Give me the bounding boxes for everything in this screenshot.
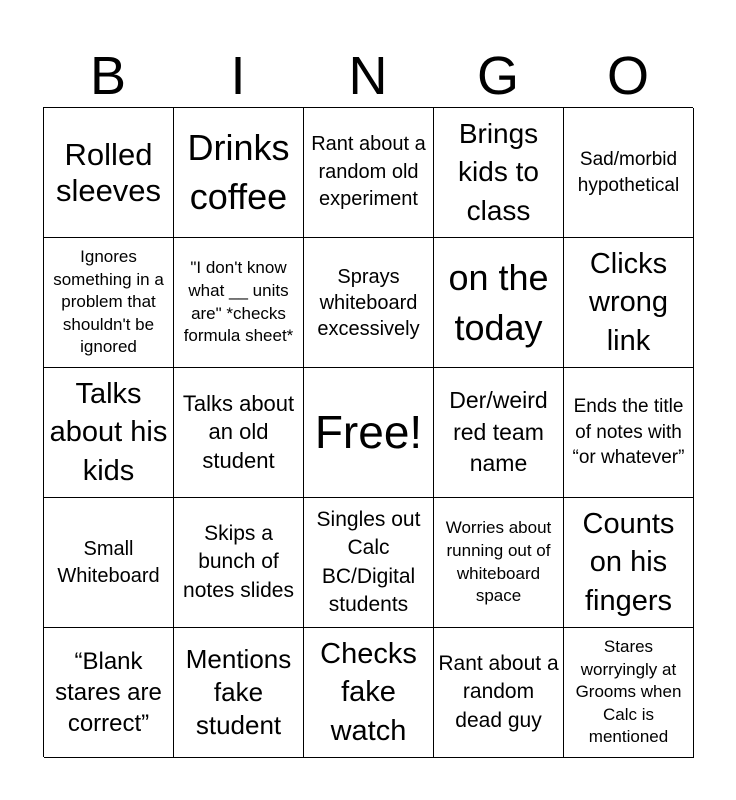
- header-letter-o: O: [606, 46, 649, 106]
- cell-text: Stares worryingly at Grooms when Calc is mentioned: [575, 636, 682, 747]
- bingo-cell[interactable]: [174, 368, 304, 498]
- bingo-header: [43, 44, 693, 108]
- bingo-cell[interactable]: [44, 108, 174, 238]
- cell-text: Checks fake watch: [320, 637, 417, 747]
- cell-text: Rant about a random old experiment: [311, 133, 426, 211]
- bingo-cell[interactable]: [44, 628, 174, 758]
- bingo-cell[interactable]: [564, 238, 694, 368]
- cell-text: Counts on his fingers: [582, 507, 675, 617]
- cell-text: Sad/morbid hypothetical: [577, 148, 680, 196]
- bingo-cell[interactable]: [304, 108, 434, 238]
- bingo-cell[interactable]: [44, 498, 174, 628]
- cell-text: Talks about his kids: [49, 377, 168, 487]
- cell-text: on the today: [448, 256, 549, 348]
- bingo-cell[interactable]: [174, 628, 304, 758]
- bingo-cell[interactable]: [434, 368, 564, 498]
- bingo-cell[interactable]: [304, 498, 434, 628]
- cell-text: Ignores something in a problem that shouldn't be ignored: [53, 246, 164, 357]
- cell-text: Rolled sleeves: [55, 136, 162, 208]
- cell-text: Drinks coffee: [187, 126, 290, 217]
- bingo-cell[interactable]: [564, 368, 694, 498]
- bingo-cell[interactable]: [434, 238, 564, 368]
- bingo-cell[interactable]: [564, 498, 694, 628]
- header-letter-n: N: [348, 46, 388, 106]
- cell-text: Talks about an old student: [182, 390, 295, 473]
- bingo-cell[interactable]: [44, 238, 174, 368]
- cell-text: “Blank stares are correct”: [55, 647, 162, 738]
- bingo-cell[interactable]: [304, 628, 434, 758]
- cell-text: Singles out Calc BC/Digital students: [316, 507, 421, 616]
- cell-text: Worries about running out of whiteboard space: [445, 518, 552, 606]
- bingo-board: [43, 107, 693, 757]
- bingo-cell[interactable]: [564, 108, 694, 238]
- cell-text: Ends the title of notes with “or whatever”: [572, 396, 685, 469]
- cell-text: Der/weird red team name: [449, 386, 548, 477]
- header-letter-g: G: [476, 46, 519, 106]
- bingo-cell[interactable]: [564, 628, 694, 758]
- bingo-cell[interactable]: [434, 498, 564, 628]
- cell-text: Rant about a random dead guy: [438, 651, 559, 732]
- free-space-text: Free!: [314, 405, 423, 458]
- cell-text: Clicks wrong link: [589, 247, 668, 357]
- bingo-cell[interactable]: [434, 108, 564, 238]
- cell-text: Mentions fake student: [185, 643, 292, 741]
- bingo-cell[interactable]: [434, 628, 564, 758]
- bingo-cell[interactable]: [44, 368, 174, 498]
- cell-text: Brings kids to class: [458, 117, 539, 226]
- cell-text: Small Whiteboard: [57, 537, 160, 587]
- cell-text: Skips a bunch of notes slides: [183, 521, 294, 602]
- bingo-cell-free[interactable]: [304, 368, 434, 498]
- cell-text: Sprays whiteboard excessively: [317, 265, 420, 340]
- header-letter-b: B: [89, 46, 127, 106]
- header-letter-i: I: [230, 46, 246, 106]
- cell-text: "I don't know what __ units are" *checks formula sheet*: [183, 258, 294, 346]
- bingo-cell[interactable]: [174, 238, 304, 368]
- bingo-cell[interactable]: [174, 498, 304, 628]
- bingo-cell[interactable]: [174, 108, 304, 238]
- bingo-cell[interactable]: [304, 238, 434, 368]
